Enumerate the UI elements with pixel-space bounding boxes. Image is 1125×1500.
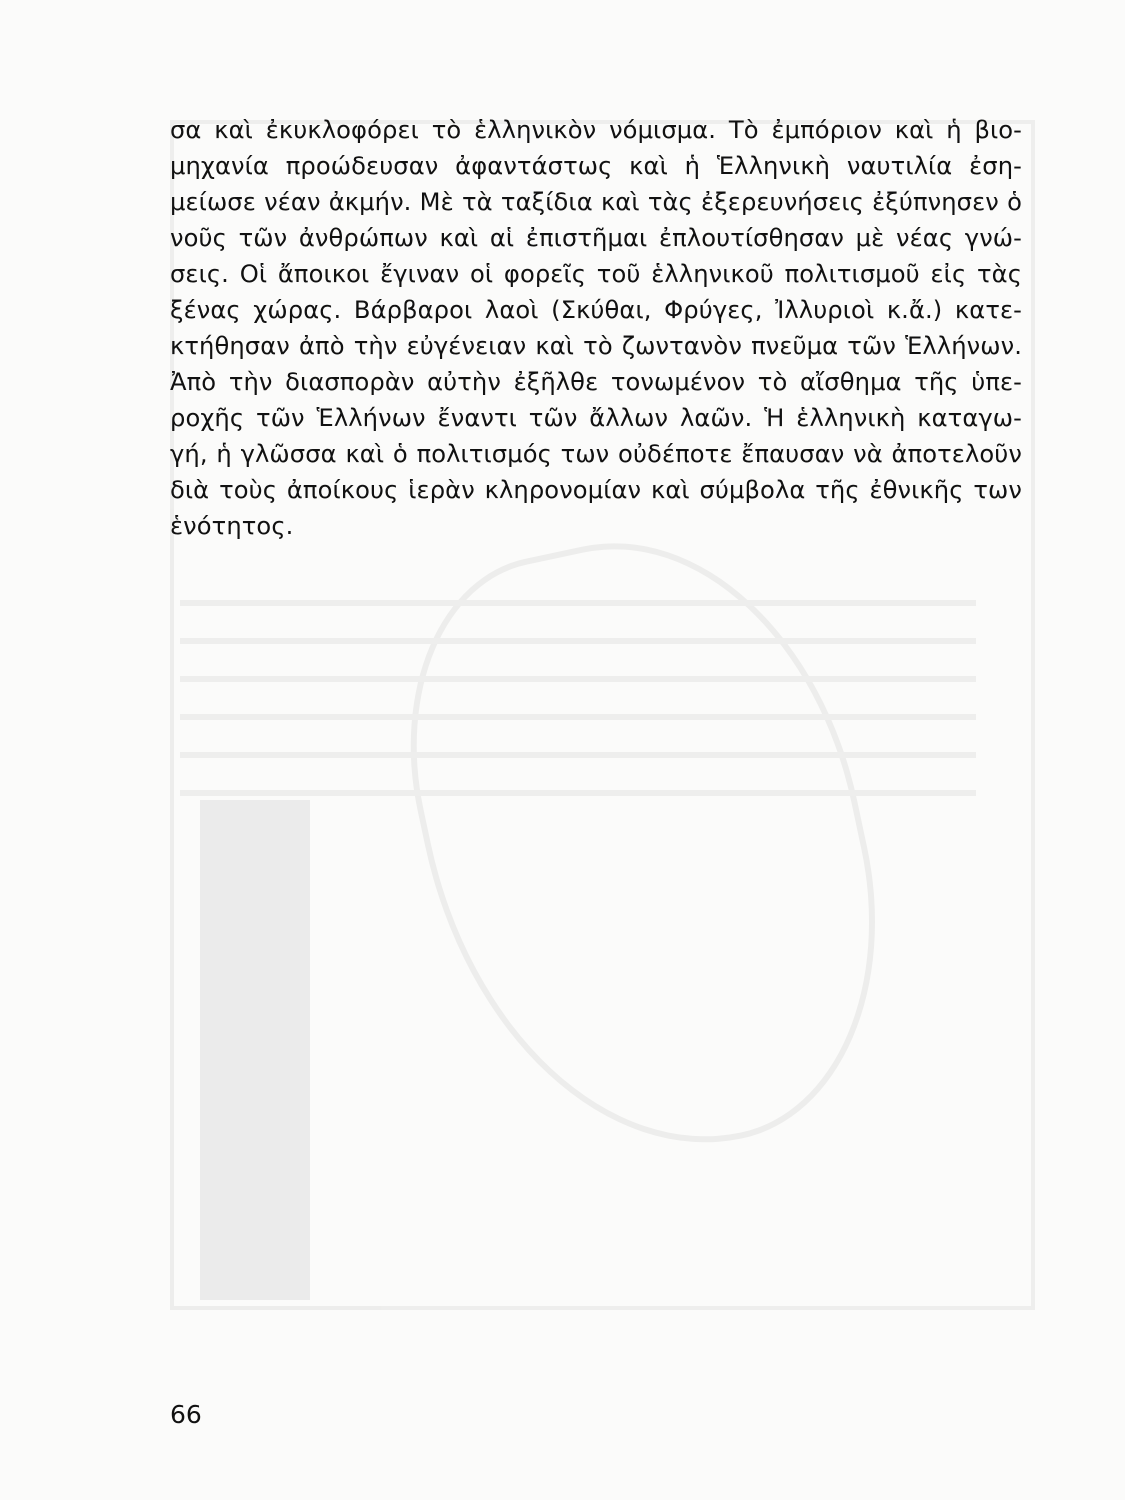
text-line: σα καὶ ἐκυκλοφόρει τὸ ἑλληνικὸν νόμισμα. Τὸ ἐμπόριον καὶ ἡ βιο- (170, 116, 1022, 144)
text-line: νοῦς τῶν ἀνθρώπων καὶ αἱ ἐπιστῆμαι ἐπλουτίσθησαν μὲ νέας γνώ- (170, 224, 1022, 252)
text-line: διὰ τοὺς ἀποίκους ἱερὰν κληρονομίαν καὶ σύμβολα τῆς ἐθνικῆς των (170, 476, 1022, 504)
text-line: σεις. Οἱ ἄποικοι ἔγιναν οἱ φορεῖς τοῦ ἑλληνικοῦ πολιτισμοῦ εἰς τὰς (170, 260, 1022, 288)
body-paragraph (170, 112, 1022, 544)
text-line: Ἀπὸ τὴν διασπορὰν αὐτὴν ἐξῆλθε τονωμένον τὸ αἴσθημα τῆς ὑπε- (170, 368, 1022, 396)
text-line: γή, ἡ γλῶσσα καὶ ὁ πολιτισμός των οὐδέποτε ἔπαυσαν νὰ ἀποτελοῦν (170, 440, 1022, 468)
text-line: μείωσε νέαν ἀκμήν. Μὲ τὰ ταξίδια καὶ τὰς ἐξερευνήσεις ἐξύπνησεν ὁ (170, 188, 1022, 216)
page-number: 66 (170, 1400, 202, 1429)
text-line: ἑνότητος. (170, 512, 294, 540)
text-line: κτήθησαν ἀπὸ τὴν εὐγένειαν καὶ τὸ ζωντανὸν πνεῦμα τῶν Ἑλλήνων. (170, 332, 1022, 360)
show-through-map (371, 502, 921, 1190)
show-through-banner (200, 800, 310, 1300)
show-through-text (180, 600, 1045, 828)
text-line: ξένας χώρας. Βάρβαροι λαοὶ (Σκύθαι, Φρύγες, Ἰλλυριοὶ κ.ἄ.) κατε- (170, 296, 1022, 324)
text-line: ροχῆς τῶν Ἑλλήνων ἔναντι τῶν ἄλλων λαῶν. Ἡ ἑλληνικὴ καταγω- (170, 404, 1022, 432)
text-line: μηχανία προώδευσαν ἀφαντάστως καὶ ἡ Ἑλληνικὴ ναυτιλία ἐση- (170, 152, 1022, 180)
